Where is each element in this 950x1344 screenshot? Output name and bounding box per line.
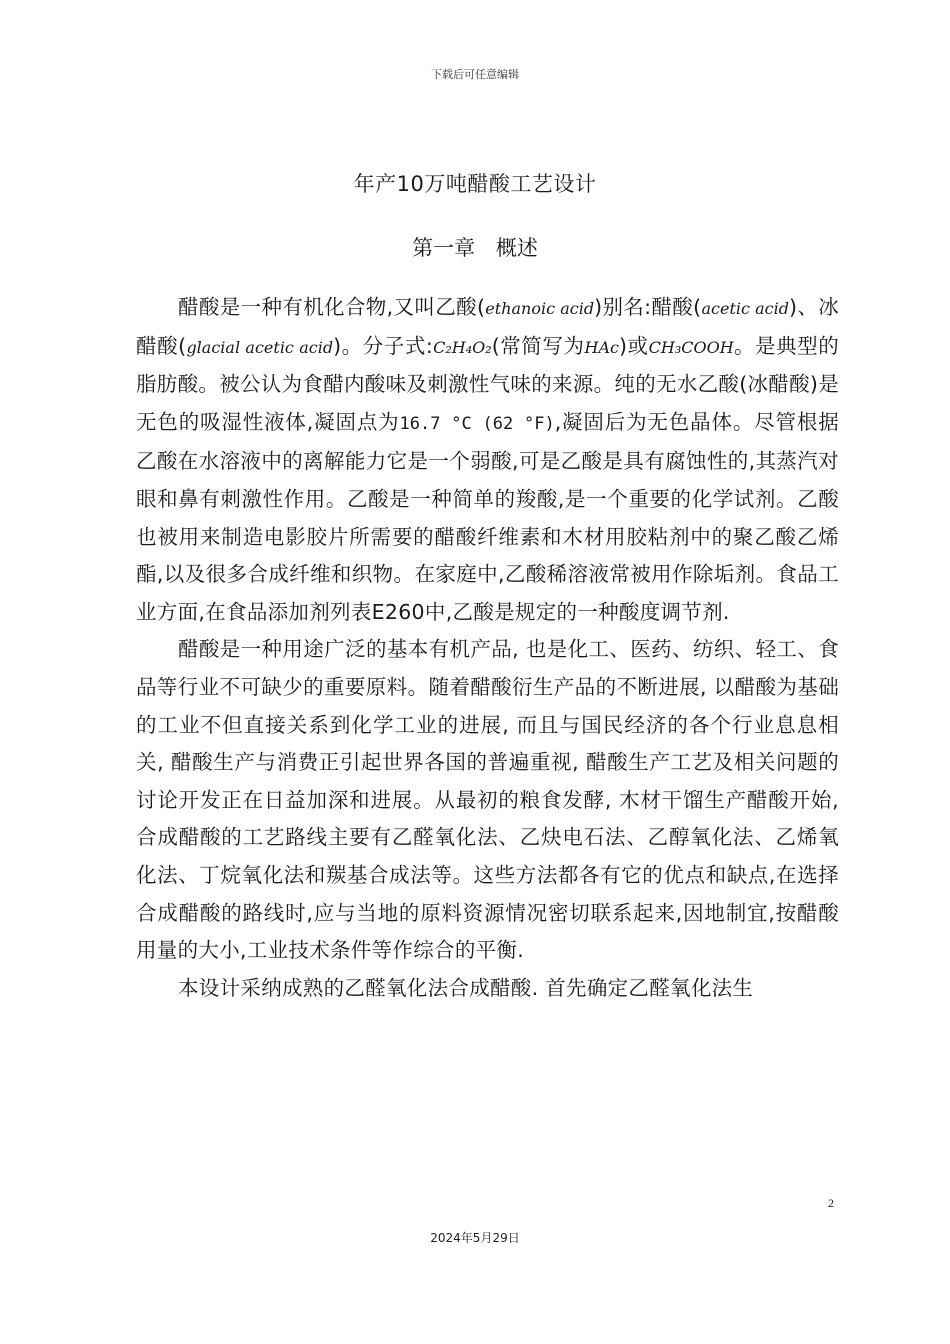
- page-footer-date: 2024年5月29日: [430, 1231, 520, 1245]
- p1-formula-molecular: C₂H₄O₂: [433, 337, 492, 357]
- p1-text-8: ,凝固后为无色晶体。尽管根据乙酸在水溶液中的离解能力它是一个弱酸,可是乙酸是具有腐蚀性的,其蒸汽对眼和鼻有刺激性作用。乙酸是一种简单的羧酸,是一个重要的化学试剂。乙酸也被用来制造电影胶片所需要的醋酸纤维素和木材用胶粘剂中的聚乙酸乙烯酯,以及很多合成纤维和织物。在家庭中,乙酸稀溶液常被用作除垢剂。食品工业方面,在食品添加剂列表E260中,乙酸是规定的一种酸度调节剂.: [136, 409, 839, 624]
- chapter-heading: 第一章 概述: [412, 236, 538, 260]
- p1-text-3: )、冰醋酸(: [136, 295, 840, 358]
- p1-text-7: 。是典型的脂肪酸。被公认为食醋内酸味及刺激性气味的来源。纯的无水乙酸(冰醋酸)是无色的吸湿性液体,凝固点为: [136, 333, 840, 434]
- p1-text-2: )别名:醋酸(: [594, 295, 702, 319]
- document-body: [136, 289, 839, 1007]
- p1-text-5: (常简写为: [491, 333, 585, 358]
- p1-term-glacial-acetic-acid: glacial acetic acid: [186, 337, 334, 357]
- p1-term-acetic-acid: acetic acid: [701, 299, 789, 318]
- p1-formula-hac: HAc: [584, 337, 619, 357]
- page-number: 2: [828, 1196, 834, 1210]
- p1-freezing-point: 16.7 °C (62 °F): [399, 413, 555, 434]
- p1-formula-ch3cooh: CH₃COOH: [648, 337, 734, 357]
- p1-text-4: )。分子式:: [333, 333, 434, 358]
- paragraph-2: 醋酸是一种用途广泛的基本有机产品, 也是化工、医药、纺织、轻工、食品等行业不可缺少的重要原料。随着醋酸衍生产品的不断进展, 以醋酸为基础的工业不但直接关系到化学工业的进展, 而且与国民经济的各个行业息息相关, 醋酸生产与消费正引起世界各国的普遍重视, 醋酸生产工艺及相关问题的讨论开发正在日益加深和进展。从最初的粮食发酵, 木材干馏生产醋酸开始, 合成醋酸的工艺路线主要有乙醛氧化法、乙炔电石法、乙醇氧化法、乙烯氧化法、丁烷氧化法和羰基合成法等。这些方法都各有它的优点和缺点,在选择合成醋酸的路线时,应与当地的原料资源情况密切联系起来,因地制宜,按醋酸用量的大小,工业技术条件等作综合的平衡.: [136, 637, 839, 963]
- page-header: 下载后可任意编辑: [431, 68, 519, 81]
- paragraph-3: 本设计采纳成熟的乙醛氧化法合成醋酸. 首先确定乙醛氧化法生: [178, 975, 754, 1000]
- paragraph-1: [136, 289, 839, 631]
- p1-term-ethanoic-acid: ethanoic acid: [485, 299, 595, 318]
- p1-text-1: 醋酸是一种有机化合物,又叫乙酸(: [178, 295, 486, 319]
- document-title: 年产10万吨醋酸工艺设计: [353, 172, 597, 196]
- p1-text-6: )或: [619, 333, 649, 358]
